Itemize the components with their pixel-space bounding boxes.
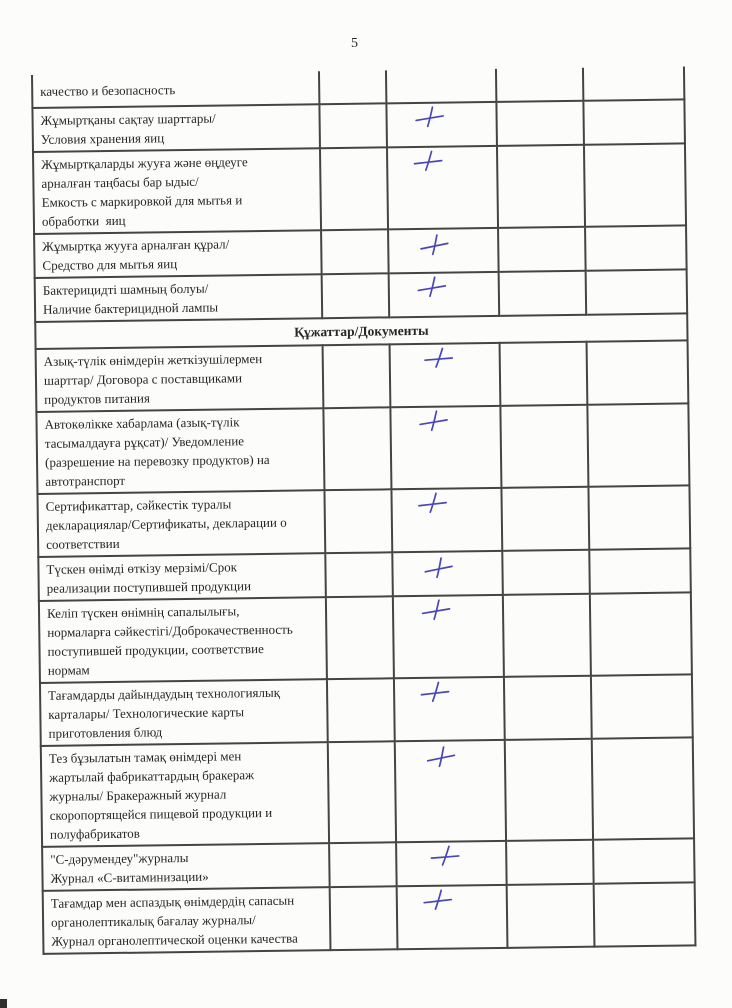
check-cell (388, 228, 499, 273)
table-row (36, 340, 689, 412)
value-cell (594, 882, 696, 946)
value-cell (500, 405, 588, 488)
check-mark-icon (422, 555, 455, 581)
scan-edge-artifact (0, 999, 7, 1008)
row-label: Келіп түскен өнімнің сапалылығы, нормаларға сәйкестігі/Доброкачественность поступившей продукции, соответствие нормам (39, 597, 327, 683)
value-cell (507, 884, 595, 948)
check-cell (394, 677, 505, 741)
check-cell (395, 740, 506, 842)
value-cell (329, 842, 397, 887)
check-cell (392, 551, 503, 596)
value-cell (590, 592, 692, 675)
value-cell (328, 741, 396, 843)
value-cell (319, 103, 387, 148)
row-label: "С-дәрумендеу"журналы Журнал «С-витаминизации» (42, 843, 330, 891)
check-cell (393, 595, 504, 678)
value-cell (323, 344, 391, 408)
table-row (33, 143, 686, 234)
check-cell (386, 69, 496, 103)
value-cell (500, 342, 588, 406)
row-label: качество и безопасность (32, 71, 319, 108)
value-cell (498, 227, 586, 272)
value-cell (583, 99, 685, 144)
value-cell (499, 271, 587, 316)
value-cell (506, 840, 594, 885)
value-cell (589, 548, 691, 593)
check-cell (386, 102, 497, 147)
row-label: Жұмыртқаларды жууға және өңдеуге арналған таңбасы бар ыдыс/ Емкость с маркировкой для мытья и обработки яиц (33, 148, 321, 234)
value-cell (592, 737, 694, 839)
value-cell (497, 145, 585, 228)
check-cell (397, 885, 508, 949)
value-cell (330, 886, 398, 950)
check-mark-icon (412, 148, 445, 173)
checklist-rows (32, 66, 695, 953)
inspection-checklist-table (31, 66, 696, 954)
check-mark-icon (419, 679, 452, 704)
check-cell (390, 343, 501, 407)
check-mark-icon (422, 345, 456, 371)
check-cell (396, 841, 507, 886)
value-cell (326, 596, 394, 679)
value-cell (322, 273, 390, 318)
value-cell (503, 594, 591, 677)
row-label: Автокөлікке хабарлама (азық-түлік тасымалдауға рұқсат)/ Уведомление (разрешение на перевозку продуктов) на автотранспорт (36, 408, 324, 494)
check-cell (390, 406, 501, 489)
check-mark-icon (424, 744, 457, 770)
value-cell (593, 838, 695, 883)
check-mark-icon (420, 598, 452, 622)
value-cell (496, 68, 583, 102)
value-cell (505, 739, 593, 841)
check-mark-icon (421, 887, 454, 912)
table-row (41, 737, 694, 847)
check-mark-icon (416, 490, 449, 515)
value-cell (585, 225, 687, 270)
check-mark-icon (416, 275, 448, 299)
value-cell (319, 70, 386, 104)
value-cell (586, 269, 688, 314)
row-label: Тез бұзылатын тамақ өнімдері мен жартылай фабрикаттардың бракераж журналы/ Бракеражный журнал скоропортящейся пищевой продукции и полуфабрикатов (41, 742, 329, 847)
value-cell (502, 550, 590, 595)
row-label: Жұмыртқа жууға арналған құрал/ Средство для мытья яиц (34, 230, 322, 278)
value-cell (320, 147, 388, 230)
row-label: Азық-түлік өнімдерін жеткізушілермен шарттар/ Договора с поставщиками продуктов питания (36, 345, 324, 412)
page-number: 5 (351, 36, 358, 51)
value-cell (323, 407, 391, 490)
check-mark-icon (413, 105, 445, 129)
row-label: Сертификаттар, сәйкестік туралы декларациялар/Сертификаты, декларации о соответствии (37, 490, 325, 557)
check-cell (391, 488, 502, 552)
value-cell (327, 678, 395, 742)
row-label: Түскен өнімді өткізу мерзімі/Срок реализации поступившей продукции (38, 553, 326, 601)
row-label: Бактерицидті шамның болуы/ Наличие бактерицидной лампы (35, 274, 323, 322)
value-cell (501, 487, 589, 551)
check-cell (387, 146, 498, 229)
table-row (36, 403, 689, 494)
check-mark-icon (418, 232, 451, 258)
value-cell (321, 229, 389, 274)
table-row (40, 674, 693, 746)
value-cell (588, 485, 690, 549)
table-row (37, 485, 690, 557)
check-mark-icon (428, 842, 462, 868)
value-cell (591, 674, 693, 738)
value-cell (583, 66, 684, 100)
value-cell (324, 489, 392, 553)
table-row (39, 592, 692, 683)
row-label: Тағамдарды дайындаудың технологиялық карталары/ Технологические карты приготовления блюд (40, 679, 328, 746)
value-cell (584, 143, 686, 226)
table-row (43, 882, 696, 954)
value-cell (496, 101, 584, 146)
row-label: Жұмыртқаны сақтау шарттары/ Условия хранения яиц (32, 104, 320, 152)
check-mark-icon (417, 409, 449, 433)
section-header: Құжаттар/Документы (35, 313, 687, 349)
value-cell (504, 676, 592, 740)
value-cell (587, 340, 689, 404)
value-cell (325, 552, 393, 597)
value-cell (587, 403, 689, 486)
row-label: Тағамдар мен аспаздық өнімдердің сапасын органолептикалық бағалау журналы/ Журнал органолептической оценки качества (43, 887, 331, 954)
check-cell (389, 272, 500, 317)
